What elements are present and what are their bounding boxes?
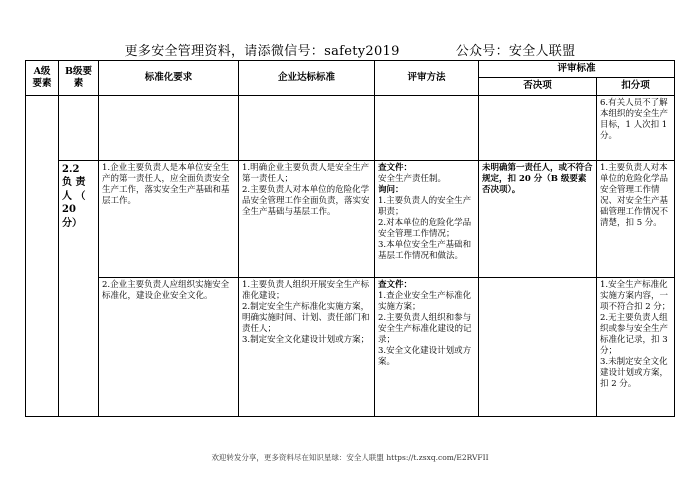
deduct-cell: 1.主要负责人对本单位的危险化学品安全管理工作情况、对安全生产基础管理工作情况不清楚，扣 5 分。	[597, 160, 675, 277]
requirement-cell: 1.企业主要负责人是本单位安全生产的第一责任人，应全面负责安全生产工作，落实安全生产基础和基层工作。	[99, 160, 239, 277]
veto-cell-empty	[479, 95, 597, 160]
col-header-veto: 否决项	[479, 78, 597, 95]
standard-cell: 1.主要负责人组织开展安全生产标准化建设； 2.制定安全生产标准化实施方案，明确实施时间、计划、责任部门和责任人； 3.制定安全文化建设计划或方案；	[239, 277, 375, 416]
deduct-cell: 1.安全生产标准化实施方案内容，一项不符合扣 2 分； 2.无主要负责人组织或参与安全生产标准化记录，扣 3 分； 3.未制定安全文化建设计划或方案，扣 2 分。	[597, 277, 675, 416]
deduct-cell-continued: 6.有关人员不了解本组织的安全生产目标，1 人次扣 1 分。	[597, 95, 675, 160]
table-row	[26, 160, 675, 277]
header-account-text: 公众号：安全人联盟	[455, 44, 576, 59]
table-row	[26, 277, 675, 416]
page-footer: 欢迎转发分享，更多资料尽在知识星球：安全人联盟 https://t.zsxq.com/E2RVFII	[211, 453, 489, 462]
header-row-1	[26, 61, 675, 78]
veto-cell	[479, 277, 597, 416]
col-header-deduct: 扣分项	[597, 78, 675, 95]
b-level-element: 2.2 负 责 人 （ 20 分）	[59, 160, 99, 416]
col-header-method: 评审方法	[375, 61, 479, 96]
method-cell: 查文件： 安全生产责任制。 询问： 1.主要负责人的安全生产职责； 2.对本单位的危险化学品安全管理工作情况； 3.本单位安全生产基础和基层工作情况和做法。	[375, 160, 479, 277]
col-header-a-level: A级要素	[26, 61, 59, 96]
req-cell-empty	[99, 95, 239, 160]
a-level-cell	[26, 95, 59, 416]
standard-cell: 1.明确企业主要负责人是安全生产第一责任人； 2.主要负责人对本单位的危险化学品安全管理工作全面负责，落实安全生产基础与基层工作。	[239, 160, 375, 277]
page-header	[0, 40, 700, 59]
col-header-standard: 企业达标标准	[239, 61, 375, 96]
table-row-continued	[26, 95, 675, 160]
veto-cell: 未明确第一责任人，或不符合规定，扣 20 分（B 级要素否决项）。	[479, 160, 597, 277]
col-header-criteria: 评审标准	[479, 61, 675, 78]
method-cell: 查文件： 1.查企业安全生产标准化实施方案； 2.主要负责人组织和参与安全生产标准化建设的记录； 3.安全文化建设计划或方案。	[375, 277, 479, 416]
requirement-cell: 2.企业主要负责人应组织实施安全标准化，建设企业安全文化。	[99, 277, 239, 416]
method-cell-empty	[375, 95, 479, 160]
standards-table	[25, 60, 675, 417]
b-level-cell-empty	[59, 95, 99, 160]
col-header-requirement: 标准化要求	[99, 61, 239, 96]
std-cell-empty	[239, 95, 375, 160]
col-header-b-level: B级要素	[59, 61, 99, 96]
header-wechat-text: 更多安全管理资料，请添微信号：safety2019	[124, 44, 400, 59]
